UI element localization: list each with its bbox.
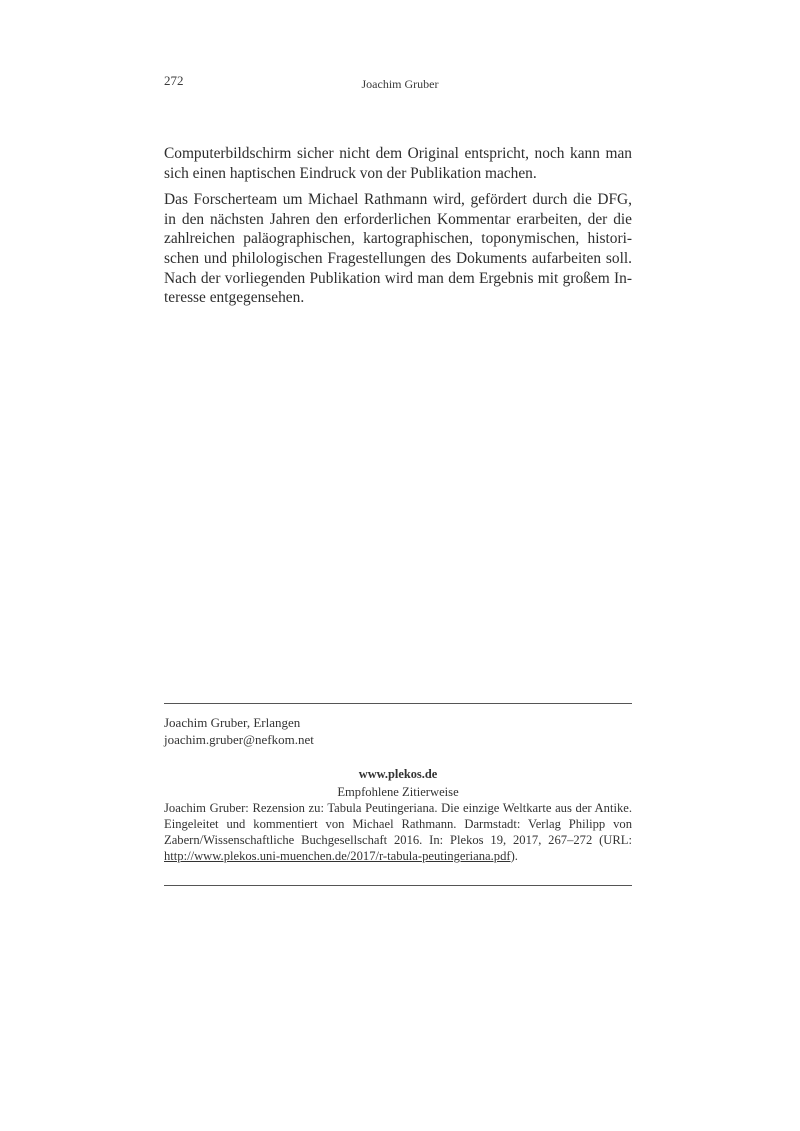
citation-body: Joachim Gruber: Rezension zu: Tabula Peutingeriana. Die einzige Weltkarte aus der Antike. Eingeleitet und kommentiert von Michael Rathmann. Darmstadt: Verlag Philipp von Zabern/Wissenschaftliche Buchgesellschaft 2016. In: Plekos 19, 2017, 267–272 (URL: bbox=[164, 801, 632, 847]
divider-rule bbox=[164, 703, 632, 704]
citation-suffix: ). bbox=[510, 849, 518, 863]
body-text bbox=[164, 144, 632, 315]
author-name-location: Joachim Gruber, Erlangen bbox=[164, 715, 301, 730]
page-number: 272 bbox=[164, 73, 184, 88]
citation-text bbox=[164, 800, 632, 864]
author-block bbox=[164, 714, 314, 748]
author-email: joachim.gruber@nefkom.net bbox=[164, 732, 314, 747]
paragraph: Computerbildschirm sicher nicht dem Original entspricht, noch kann man sich einen haptischen Eindruck von der Publikation machen. bbox=[164, 145, 632, 182]
citation-url-link[interactable]: http://www.plekos.uni-muenchen.de/2017/r-tabula-peutingeriana.pdf bbox=[164, 849, 511, 863]
citation-heading: Empfohlene Zitierweise bbox=[337, 785, 459, 799]
paragraph: Das Forscherteam um Michael Rathmann wird, gefördert durch die DFG, in den nächsten Jahren den erforderlichen Kommentar erarbeiten, der die zahlreichen paläographischen, kartographischen, toponymischen, historischen und philologischen Fragestellungen des Dokuments aufarbeiten soll. Nach der vorliegenden Publikation wird man dem Ergebnis mit großem Interesse entgegensehen. bbox=[164, 191, 632, 307]
divider-rule bbox=[164, 885, 632, 886]
running-head: Joachim Gruber bbox=[361, 77, 439, 91]
site-link[interactable]: www.plekos.de bbox=[358, 767, 438, 781]
citation-block bbox=[164, 766, 632, 864]
